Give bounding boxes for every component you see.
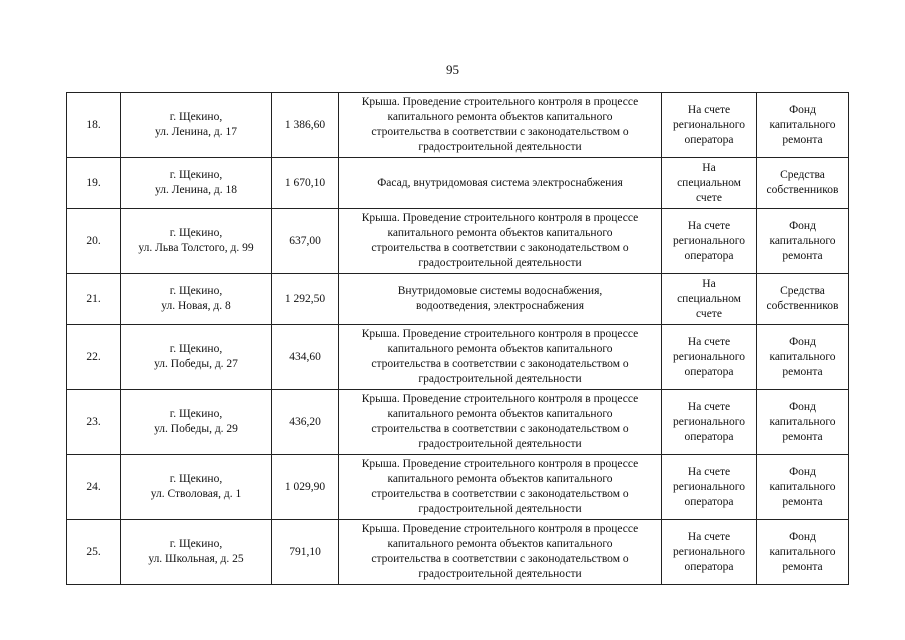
funding-source-line: Средства bbox=[780, 285, 825, 297]
table-row bbox=[67, 520, 849, 585]
account-cell bbox=[662, 274, 757, 325]
address-cell bbox=[121, 325, 272, 390]
area-value: 1 386,60 bbox=[284, 118, 326, 131]
account-line: На счете bbox=[687, 335, 731, 348]
account-line: оператора bbox=[684, 495, 734, 508]
work-type-cell bbox=[339, 325, 662, 390]
area-value: 791,10 bbox=[289, 545, 321, 558]
work-type-cell bbox=[339, 158, 662, 209]
work-type-line: капитального ремонта объектов капитального bbox=[387, 343, 613, 355]
row-number-cell bbox=[67, 209, 121, 274]
account-line: оператора bbox=[684, 430, 734, 443]
account-cell bbox=[662, 93, 757, 158]
work-type-line: Крыша. Проведение строительного контроля в процессе bbox=[361, 96, 639, 108]
funding-source-line: капитального bbox=[769, 545, 836, 558]
work-type-line: Крыша. Проведение строительного контроля в процессе bbox=[361, 328, 639, 340]
account-line: регионального bbox=[673, 118, 745, 131]
table-row bbox=[67, 158, 849, 209]
account-line: счете bbox=[696, 307, 722, 320]
area-cell bbox=[272, 520, 339, 585]
funding-source-line: Фонд bbox=[789, 219, 816, 232]
work-type-cell bbox=[339, 274, 662, 325]
account-line: регионального bbox=[673, 480, 745, 493]
work-type-line: Фасад, внутридомовая система электроснабжения bbox=[377, 176, 623, 189]
address-street: ул. Ленина, д. 17 bbox=[155, 126, 237, 138]
account-line: регионального bbox=[673, 545, 745, 558]
work-type-line: градостроительной деятельности bbox=[418, 257, 582, 269]
work-type-line: Крыша. Проведение строительного контроля в процессе bbox=[361, 458, 639, 470]
row-number: 19. bbox=[86, 176, 101, 189]
account-line: оператора bbox=[684, 560, 734, 573]
area-value: 637,00 bbox=[289, 234, 321, 247]
work-type-line: Внутридомовые системы водоснабжения, bbox=[397, 285, 603, 297]
address-street: ул. Школьная, д. 25 bbox=[148, 553, 244, 565]
work-type-cell bbox=[339, 209, 662, 274]
work-type-line: строительства в соответствии с законодательством о bbox=[371, 423, 629, 435]
row-number: 24. bbox=[86, 480, 101, 493]
account-cell bbox=[662, 520, 757, 585]
funding-source-line: капитального bbox=[769, 234, 836, 247]
account-cell bbox=[662, 455, 757, 520]
address-city: г. Щекино, bbox=[169, 538, 223, 550]
work-type-line: капитального ремонта объектов капитального bbox=[387, 111, 613, 123]
row-number-cell bbox=[67, 455, 121, 520]
address-cell bbox=[121, 520, 272, 585]
work-type-line: водоотведения, электроснабжения bbox=[416, 300, 584, 312]
area-value: 436,20 bbox=[289, 415, 321, 428]
funding-source-line: ремонта bbox=[782, 560, 823, 573]
account-line: оператора bbox=[684, 365, 734, 378]
address-city: г. Щекино, bbox=[169, 343, 223, 355]
account-line: оператора bbox=[684, 249, 734, 262]
funding-source-line: ремонта bbox=[782, 430, 823, 443]
row-number: 23. bbox=[86, 415, 101, 428]
funding-source-line: капитального bbox=[769, 350, 836, 363]
address-street: ул. Стволовая, д. 1 bbox=[150, 488, 242, 500]
work-type-line: градостроительной деятельности bbox=[418, 503, 582, 515]
row-number: 25. bbox=[86, 545, 101, 558]
area-cell bbox=[272, 455, 339, 520]
funding-source-cell bbox=[757, 93, 849, 158]
account-cell bbox=[662, 390, 757, 455]
table-row bbox=[67, 390, 849, 455]
address-cell bbox=[121, 158, 272, 209]
table-row bbox=[67, 274, 849, 325]
account-line: На bbox=[702, 277, 716, 290]
account-cell bbox=[662, 158, 757, 209]
account-line: специальном bbox=[677, 176, 741, 189]
area-cell bbox=[272, 274, 339, 325]
address-cell bbox=[121, 274, 272, 325]
row-number-cell bbox=[67, 93, 121, 158]
work-type-line: строительства в соответствии с законодательством о bbox=[371, 126, 629, 138]
funding-source-line: капитального bbox=[769, 118, 836, 131]
row-number-cell bbox=[67, 158, 121, 209]
address-street: ул. Льва Толстого, д. 99 bbox=[138, 242, 254, 254]
account-line: оператора bbox=[684, 133, 734, 146]
work-type-cell bbox=[339, 93, 662, 158]
area-value: 1 292,50 bbox=[284, 292, 326, 305]
account-line: На bbox=[702, 161, 716, 174]
row-number: 20. bbox=[86, 234, 101, 247]
address-street: ул. Победы, д. 29 bbox=[154, 423, 238, 435]
work-type-line: строительства в соответствии с законодательством о bbox=[371, 242, 629, 254]
table-row bbox=[67, 455, 849, 520]
funding-source-line: Фонд bbox=[789, 103, 816, 116]
work-type-line: строительства в соответствии с законодательством о bbox=[371, 358, 629, 370]
funding-source-line: собственников bbox=[766, 300, 839, 312]
account-cell bbox=[662, 209, 757, 274]
area-cell bbox=[272, 93, 339, 158]
funding-source-line: Фонд bbox=[789, 400, 816, 413]
funding-source-line: собственников bbox=[766, 184, 839, 196]
work-type-line: градостроительной деятельности bbox=[418, 373, 582, 385]
address-city: г. Щекино, bbox=[169, 285, 223, 297]
area-cell bbox=[272, 158, 339, 209]
funding-source-cell bbox=[757, 158, 849, 209]
work-type-line: капитального ремонта объектов капитального bbox=[387, 538, 613, 550]
row-number-cell bbox=[67, 274, 121, 325]
account-line: регионального bbox=[673, 234, 745, 247]
address-street: ул. Новая, д. 8 bbox=[161, 300, 231, 312]
row-number: 18. bbox=[86, 118, 101, 131]
area-cell bbox=[272, 325, 339, 390]
work-type-line: градостроительной деятельности bbox=[418, 438, 582, 450]
address-street: ул. Ленина, д. 18 bbox=[155, 184, 237, 196]
page-number: 95 bbox=[446, 62, 459, 77]
address-street: ул. Победы, д. 27 bbox=[154, 358, 238, 370]
area-value: 1 670,10 bbox=[284, 176, 326, 189]
address-cell bbox=[121, 93, 272, 158]
work-type-line: градостроительной деятельности bbox=[418, 141, 582, 153]
address-city: г. Щекино, bbox=[169, 408, 223, 420]
funding-source-line: Фонд bbox=[789, 465, 816, 478]
account-line: регионального bbox=[673, 415, 745, 428]
funding-source-cell bbox=[757, 520, 849, 585]
account-line: специальном bbox=[677, 292, 741, 305]
area-cell bbox=[272, 390, 339, 455]
work-type-line: Крыша. Проведение строительного контроля в процессе bbox=[361, 212, 639, 224]
funding-source-cell bbox=[757, 390, 849, 455]
funding-source-line: Фонд bbox=[789, 530, 816, 543]
account-line: счете bbox=[696, 191, 722, 204]
funding-source-line: ремонта bbox=[782, 133, 823, 146]
row-number-cell bbox=[67, 390, 121, 455]
address-city: г. Щекино, bbox=[169, 227, 223, 239]
table-row bbox=[67, 325, 849, 390]
work-type-line: капитального ремонта объектов капитального bbox=[387, 227, 613, 239]
row-number-cell bbox=[67, 325, 121, 390]
work-type-line: строительства в соответствии с законодательством о bbox=[371, 553, 629, 565]
work-type-line: капитального ремонта объектов капитального bbox=[387, 408, 613, 420]
funding-source-cell bbox=[757, 325, 849, 390]
funding-source-line: ремонта bbox=[782, 365, 823, 378]
account-line: На счете bbox=[687, 103, 731, 116]
funding-source-cell bbox=[757, 455, 849, 520]
row-number: 21. bbox=[86, 292, 101, 305]
row-number-cell bbox=[67, 520, 121, 585]
area-value: 434,60 bbox=[289, 350, 321, 363]
work-type-cell bbox=[339, 520, 662, 585]
work-type-line: капитального ремонта объектов капитального bbox=[387, 473, 613, 485]
address-cell bbox=[121, 209, 272, 274]
account-line: На счете bbox=[687, 530, 731, 543]
funding-source-cell bbox=[757, 274, 849, 325]
address-city: г. Щекино, bbox=[169, 111, 223, 123]
account-cell bbox=[662, 325, 757, 390]
address-city: г. Щекино, bbox=[169, 473, 223, 485]
account-line: На счете bbox=[687, 219, 731, 232]
account-line: регионального bbox=[673, 350, 745, 363]
work-type-cell bbox=[339, 390, 662, 455]
row-number: 22. bbox=[86, 350, 101, 363]
address-city: г. Щекино, bbox=[169, 169, 223, 181]
table-row bbox=[67, 209, 849, 274]
address-cell bbox=[121, 390, 272, 455]
funding-source-line: Средства bbox=[780, 169, 825, 181]
work-type-line: Крыша. Проведение строительного контроля в процессе bbox=[361, 523, 639, 535]
funding-source-line: капитального bbox=[769, 415, 836, 428]
address-cell bbox=[121, 455, 272, 520]
funding-source-line: ремонта bbox=[782, 249, 823, 262]
table-row bbox=[67, 93, 849, 158]
work-type-line: строительства в соответствии с законодательством о bbox=[371, 488, 629, 500]
account-line: На счете bbox=[687, 400, 731, 413]
funding-source-line: Фонд bbox=[789, 335, 816, 348]
funding-source-cell bbox=[757, 209, 849, 274]
funding-source-line: ремонта bbox=[782, 495, 823, 508]
repair-table bbox=[66, 92, 849, 585]
work-type-line: градостроительной деятельности bbox=[418, 568, 582, 580]
funding-source-line: капитального bbox=[769, 480, 836, 493]
area-value: 1 029,90 bbox=[284, 480, 326, 493]
work-type-line: Крыша. Проведение строительного контроля в процессе bbox=[361, 393, 639, 405]
work-type-cell bbox=[339, 455, 662, 520]
area-cell bbox=[272, 209, 339, 274]
account-line: На счете bbox=[687, 465, 731, 478]
